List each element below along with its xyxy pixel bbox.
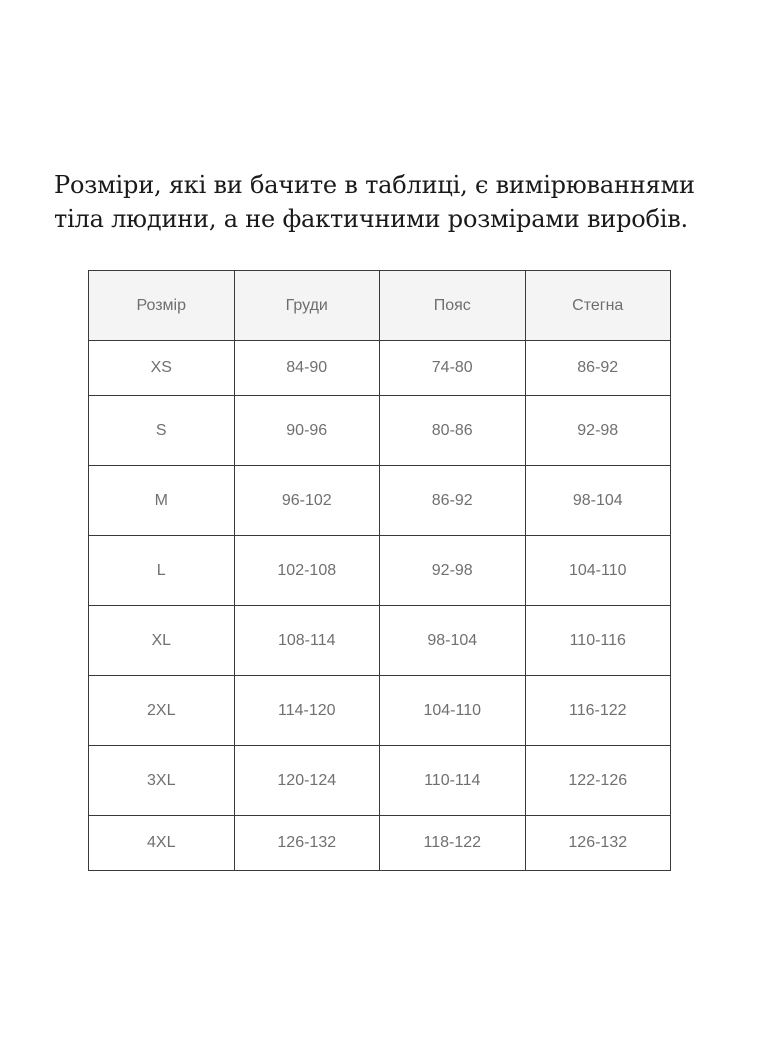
header-waist: Пояс: [380, 271, 526, 341]
table-row: [89, 816, 671, 871]
cell-waist: 92-98: [380, 536, 526, 606]
header-size: Розмір: [89, 271, 235, 341]
table-row: [89, 341, 671, 396]
table-row: [89, 466, 671, 536]
cell-size: XS: [89, 341, 235, 396]
cell-size: XL: [89, 606, 235, 676]
cell-chest: 108-114: [234, 606, 380, 676]
table-row: [89, 606, 671, 676]
cell-hips: 126-132: [525, 816, 671, 871]
cell-hips: 104-110: [525, 536, 671, 606]
table-row: [89, 536, 671, 606]
table-row: [89, 676, 671, 746]
table-row: [89, 396, 671, 466]
cell-chest: 90-96: [234, 396, 380, 466]
cell-hips: 86-92: [525, 341, 671, 396]
cell-chest: 114-120: [234, 676, 380, 746]
cell-chest: 120-124: [234, 746, 380, 816]
cell-hips: 92-98: [525, 396, 671, 466]
cell-waist: 98-104: [380, 606, 526, 676]
cell-waist: 118-122: [380, 816, 526, 871]
cell-waist: 110-114: [380, 746, 526, 816]
cell-hips: 122-126: [525, 746, 671, 816]
size-chart-table: [88, 270, 671, 871]
cell-waist: 74-80: [380, 341, 526, 396]
header-chest: Груди: [234, 271, 380, 341]
cell-size: 4XL: [89, 816, 235, 871]
cell-chest: 102-108: [234, 536, 380, 606]
table-row: [89, 746, 671, 816]
table-header-row: [89, 271, 671, 341]
cell-hips: 110-116: [525, 606, 671, 676]
cell-hips: 116-122: [525, 676, 671, 746]
cell-waist: 86-92: [380, 466, 526, 536]
cell-size: 3XL: [89, 746, 235, 816]
cell-chest: 84-90: [234, 341, 380, 396]
cell-waist: 80-86: [380, 396, 526, 466]
header-hips: Стегна: [525, 271, 671, 341]
cell-chest: 96-102: [234, 466, 380, 536]
cell-chest: 126-132: [234, 816, 380, 871]
cell-size: M: [89, 466, 235, 536]
cell-size: 2XL: [89, 676, 235, 746]
cell-hips: 98-104: [525, 466, 671, 536]
cell-waist: 104-110: [380, 676, 526, 746]
cell-size: L: [89, 536, 235, 606]
cell-size: S: [89, 396, 235, 466]
intro-text: Розміри, які ви бачите в таблиці, є вимірюваннями тіла людини, а не фактичними розмірами виробів.: [54, 171, 695, 233]
